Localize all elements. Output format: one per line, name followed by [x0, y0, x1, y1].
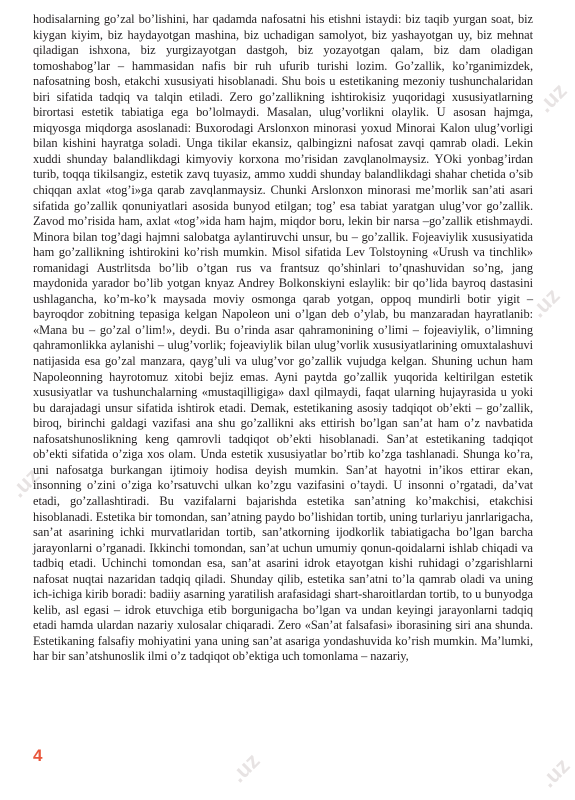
watermark: .uz	[532, 78, 572, 118]
watermark: .uz	[525, 283, 565, 323]
page-number: 4	[33, 746, 43, 765]
watermark: .uz	[5, 463, 45, 503]
watermark: .uz	[225, 748, 265, 788]
body-paragraph: hodisalarning go’zal bo’lishini, har qadamda nafosatni his etishni istaydi: biz taqib yurgan soat, biz kiygan kiyim, biz haydayotgan mashina, biz uchadigan samolyot, biz yashayotgan uy, biz mehnat qiladigan ishxona, biz yurgizayotgan dastgoh, biz yozayotgan qalam, biz dam oladigan tomoshabog’lar – hammasidan nafis bir ruh ufurib turishi lozim. Go’zallik, ko’rganimizdek, nafosatning bosh, etakchi xususiyati hisoblanadi. Shu bois u estetikaning mezoniy tushunchalaridan biri sifatida tadqiq va talqin etiladi. Zero go’zallikning ishtirokisiz yuqoridagi xususiyatlarning birortasi estetik tabiatiga ega bo’lolmaydi. Masalan, ulug’vorlikni olaylik. U asosan hajmga, miqyosga miqdorga asoslanadi: Buxorodagi Arslonxon minorasi yoxud Minorai Kalon ulug’vorligi bilan kishini hayratga soladi. Unga tikilar ekansiz, qalbingizni nafosat zavqi qamrab oladi. Lekin xuddi shunday balandlikdagi kimyoviy korxona mo’risidan zavqlanolmaysiz. YOki yonbag’irdan turib, toqqa tikilsangiz, estetik zavq tuyasiz, ammo xuddi shunday balandlikdagi shahar chetida o’sib chiqqan axlat «tog’i»ga qarab zavqlanmaysiz. Chunki Arslonxon minorasi me’morlik san’ati asari sifatida go’zallik qonuniyatlari asosida bunyod etilgan; tog’ esa tabiat yaratgan ulug’vor go’zallik. Zavod mo’risida ham, axlat «tog’»ida ham hajm, miqdor boru, lekin bir narsa –go’zallik etishmaydi. Minora bilan tog’dagi hajmni salobatga aylantiruvchi unsur, bu – go’zallik. Fojeaviylik xususiyatida ham go’zallikning ishtirokini ko’rish mumkin. Misol sifatida Lev Tolstoyning «Urush va tinchlik» romanidagi Austrlitsda bo’lib o’tgan rus va frantsuz qo’shinlari to’qnashuvidan so’ng, jang maydonida yarador bo’lib yotgan knyaz Andrey Bolkonskiyni eslaylik: bir qo’lida bayroq dastasini ushlagancha, ko’m-ko’k maysada moviy osmonga qarab yotgan, oppoq mundirli botir yigit – bayroqdor zobitning tepasiga kelgan Napoleon uni o’lgan deb o’ylab, bu manzaradan hayratlanib: «Mana bu – go’zal o’lim!», deydi. Bu o’rinda asar qahramonining o’limi – fojeaviylik, o’limning qahramonlikka aylanishi – ulug’vorlik; fojeaviylik bilan ulug’vorlik xususiyatlarining omuxtalashuvi natijasida esa go’zal manzara, qayg’uli va ulug’vor go’zallik vujudga kelgan. Shuning uchun ham Napoleonning hayrotomuz xitobi bejiz emas. Ayni paytda go’zallik yuqorida keltirilgan estetik xususiyatlar va tushunchalarning «mustaqilligiga» daxl qilmaydi, faqat ularning hujayrasida u yoki bu darajadagi unsur sifatida ishtirok etadi. Demak, estetikaning asosiy tadqiqot ob’ekti – go’zallik, biroq, birinchi galdagi vazifasi ana shu go’zallikni aks ettirish bo’lgan san’at ham o’z navbatida nafosatshunoslikning keng qamrovli tadqiqot ob’ekti hisoblanadi. San’at estetikaning tadqiqot ob’ekti sifatida o’ziga xos olam. Unda estetik xususiyatlar bo’rtib ko’zga tashlanadi. Shunga ko’ra, uni nafosatga burkangan ijtimoiy hodisa deyish mumkin. San’at hayotni in’ikos ettirar ekan, insonning o’zini o’ziga ko’rsatuvchi ulkan ko’zgu vazifasini o’taydi. U insonni o’rgatadi, da’vat etadi, go’zallashtiradi. Bu vazifalarni bajarishda estetika san’atning ko’makchisi, etakchisi hisoblanadi. Estetika bir tomondan, san’atning paydo bo’lishidan tortib, uning turlariyu janrlarigacha, san’at asarining ichki murvatlaridan tortib, san’atkorning ijodkorlik tabiatigacha bo’lgan barcha jarayonlarni o’rganadi. Ikkinchi tomondan, san’at uchun umumiy qonun-qoidalarni ishlab chiqadi va tadbiq etadi. Uchinchi tomondan esa, san’at asarini idrok etayotgan kishi ruhidagi o’zgarishlarni nafosat nuqtai nazaridan tadqiq qiladi. Shunday qilib, estetika san’atni to’la qamrab oladi va uning ich-ichiga kirib boradi: badiiy asarning yaratilish arafasidagi shart-sharoitlardan tortib, to u bunyodga kelib, asl egasi – idrok etuvchiga etib borgunigacha bo’lgan va undan keyingi jarayonlarni tadqiq etadi hamda ulardan nazariy xulosalar chiqaradi. Zero «San’at falsafasi» iborasining siri ana shunda. Estetikaning falsafiy mohiyatini yana uning san’at asariga yondashuvida ko’rish mumkin. Ma’lumki, har bir san’atshunoslik ilmi o’z tadqiqot ob’ektiga uch tomonlama – nazariy,	[33, 12, 533, 664]
watermark: .uz	[535, 753, 575, 793]
body-text-block	[33, 12, 533, 665]
